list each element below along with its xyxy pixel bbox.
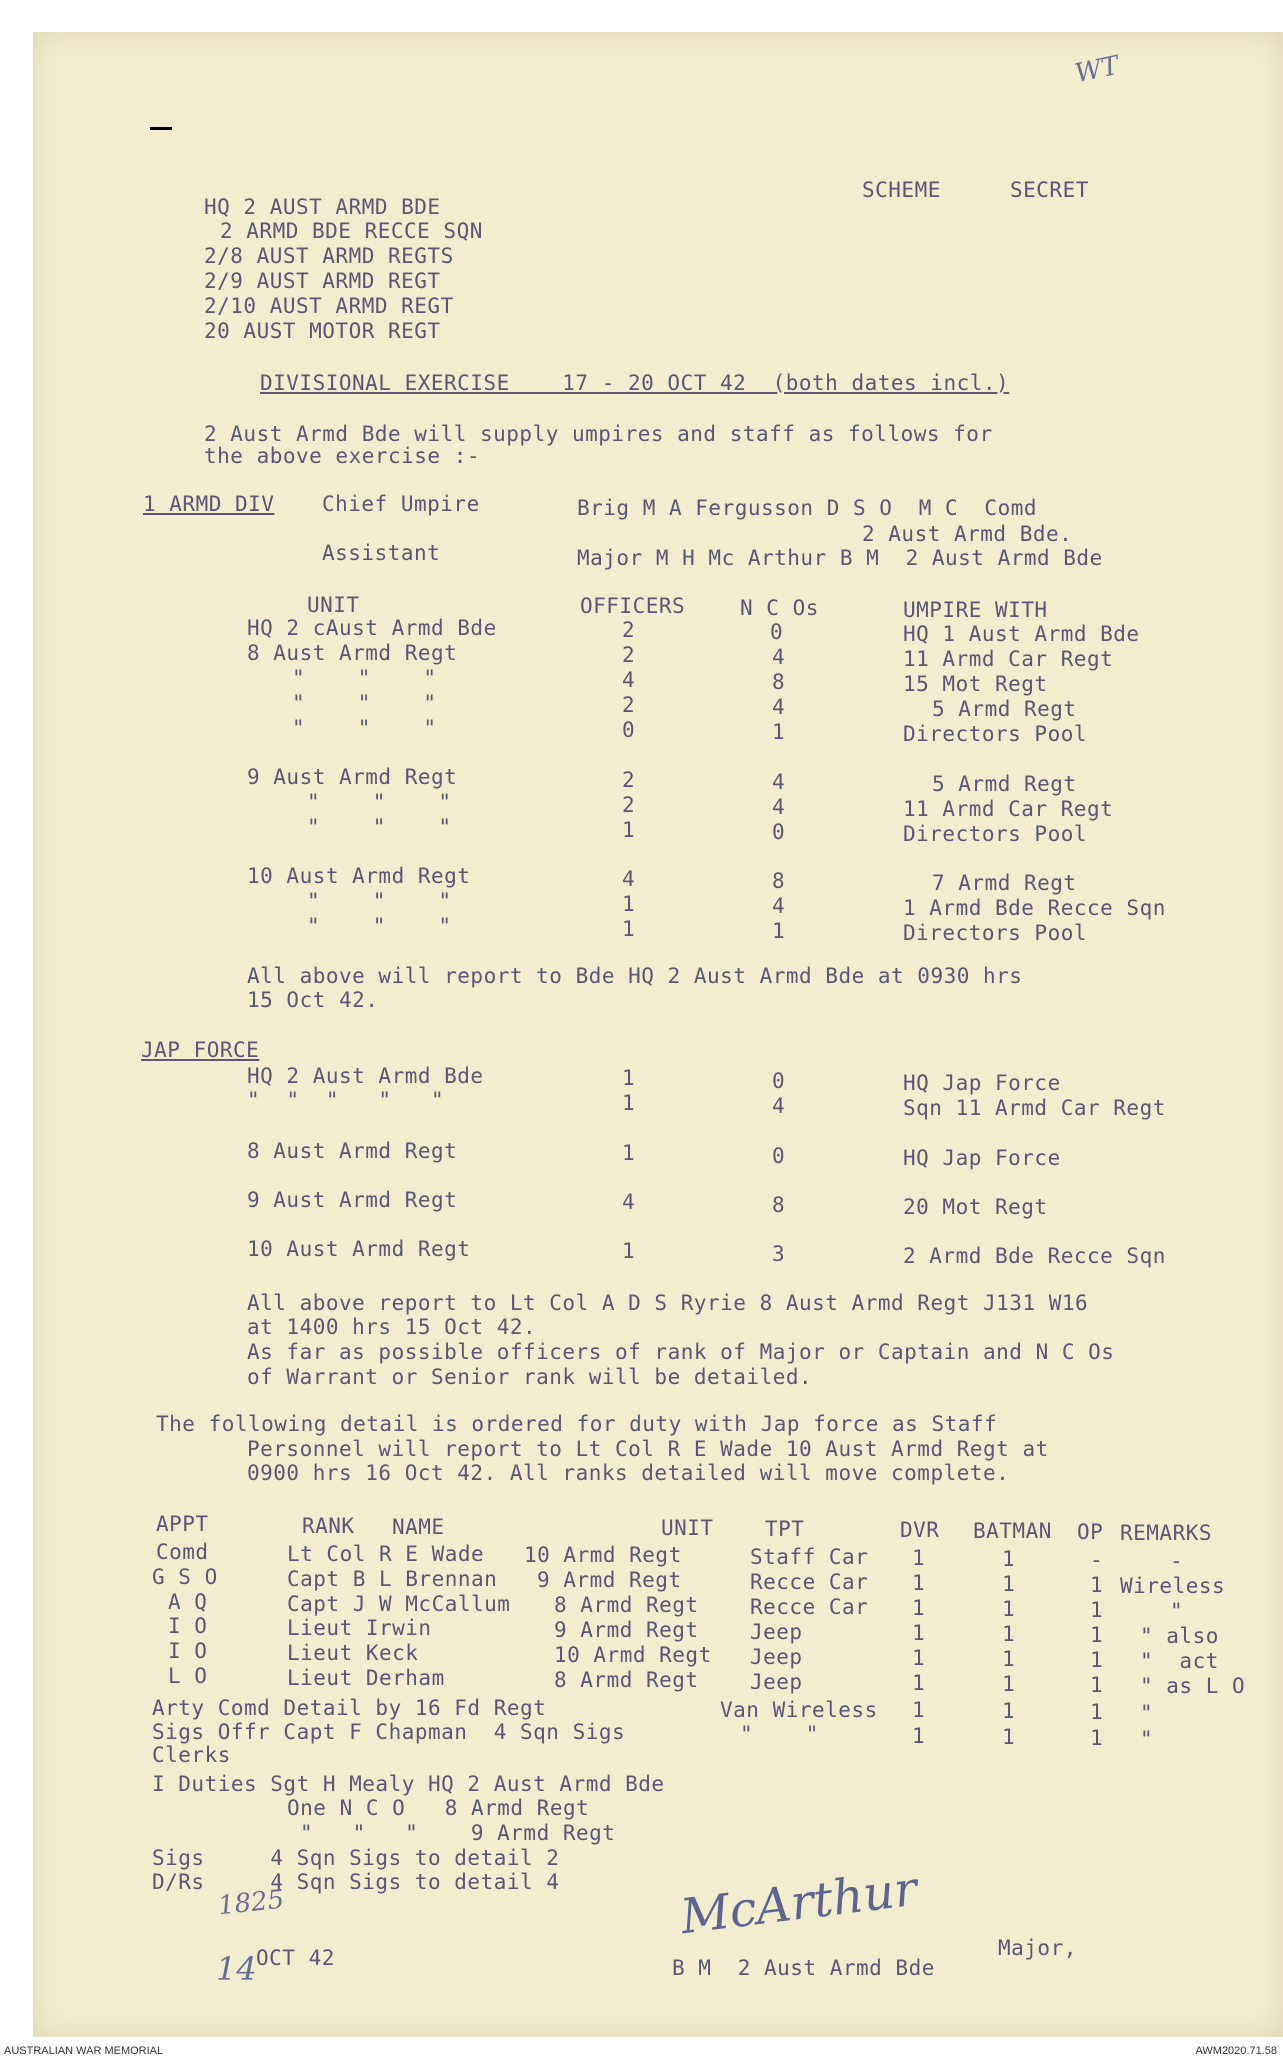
arty-batman: 1 (1002, 1699, 1016, 1723)
staff-rank-name: Capt J W McCallum (287, 1592, 511, 1616)
staff-intro: The following detail is ordered for duty with Jap force as Staff (156, 1412, 998, 1436)
i-duties: I Duties Sgt H Mealy HQ 2 Aust Armd Bde (152, 1772, 665, 1796)
col-umpire-with: UMPIRE WITH (903, 598, 1048, 622)
armd-div-heading: 1 ARMD DIV (143, 492, 275, 516)
punch-mark (150, 127, 172, 130)
row-officers: 1 (622, 818, 636, 842)
row-ncos: 0 (772, 820, 786, 844)
addressee: 2/10 AUST ARMD REGT (204, 294, 454, 318)
signatory-appointment: B M 2 Aust Armd Bde (672, 1956, 935, 1980)
handwritten-time: 1825 (216, 1884, 286, 1922)
staff-batman: 1 (1002, 1572, 1016, 1596)
staff-tpt: Jeep (750, 1620, 803, 1644)
i-duties: One N C O 8 Armd Regt (287, 1796, 590, 1820)
staff-dvr: 1 (912, 1671, 926, 1695)
jap-force-note: As far as possible officers of rank of Major or Captain and N C Os (247, 1340, 1115, 1364)
staff-batman: 1 (1002, 1597, 1016, 1621)
staff-dvr: 1 (912, 1596, 926, 1620)
row-ncos: 4 (772, 795, 786, 819)
row-ncos: 4 (772, 645, 786, 669)
col-name: NAME (392, 1515, 445, 1539)
col-appt: APPT (156, 1512, 209, 1536)
staff-appt: Comd (156, 1540, 209, 1564)
intro-line: the above exercise :- (204, 444, 481, 468)
row-officers: 2 (622, 618, 636, 642)
jap-row-unit: 10 Aust Armd Regt (247, 1237, 471, 1261)
jap-force-note: All above report to Lt Col A D S Ryrie 8 Aust Armd Regt J131 W16 (247, 1291, 1089, 1315)
col-unit: UNIT (661, 1516, 714, 1540)
i-duties: " " " 9 Armd Regt (300, 1821, 616, 1845)
addressee: 2/8 AUST ARMD REGTS (204, 244, 454, 268)
jap-row-unit: " " " " " (247, 1088, 445, 1112)
row-ncos: 4 (772, 770, 786, 794)
jap-row-ncos: 0 (772, 1144, 786, 1168)
jap-row-umpire-with: HQ Jap Force (903, 1071, 1061, 1095)
row-unit: HQ 2 cAust Armd Bde (247, 616, 497, 640)
jap-row-unit: 9 Aust Armd Regt (247, 1188, 458, 1212)
staff-remarks: " as L O (1140, 1674, 1246, 1698)
armd-div-note: 15 Oct 42. (247, 988, 379, 1012)
row-umpire-with: 15 Mot Regt (903, 672, 1048, 696)
jap-row-officers: 4 (622, 1190, 636, 1214)
addressee: 2/9 AUST ARMD REGT (204, 269, 441, 293)
row-ncos: 4 (772, 695, 786, 719)
row-unit: " " " (307, 815, 452, 839)
chief-umpire: Brig M A Fergusson D S O M C Comd (577, 496, 1038, 520)
row-unit: " " " (307, 790, 452, 814)
jap-row-officers: 1 (622, 1091, 636, 1115)
staff-remarks: " also (1140, 1624, 1219, 1648)
col-unit: UNIT (307, 593, 360, 617)
row-ncos: 0 (770, 620, 784, 644)
arty-remarks: " (1140, 1701, 1154, 1725)
staff-dvr: 1 (912, 1571, 926, 1595)
armd-div-note: All above will report to Bde HQ 2 Aust Armd Bde at 0930 hrs (247, 964, 1023, 988)
staff-rank-name: Lieut Keck (287, 1641, 419, 1665)
staff-rank-name: Lt Col R E Wade (287, 1542, 485, 1566)
row-unit: " " " (307, 889, 452, 913)
staff-appt: G S O (152, 1565, 218, 1589)
staff-op: 1 (1090, 1648, 1104, 1672)
row-unit: " " " (292, 666, 437, 690)
jap-row-ncos: 8 (772, 1193, 786, 1217)
col-batman: BATMAN (973, 1519, 1052, 1543)
staff-unit: 10 Armd Regt (524, 1543, 682, 1567)
row-officers: 0 (622, 718, 636, 742)
staff-rank-name: Capt B L Brennan (287, 1567, 498, 1591)
jap-row-officers: 1 (622, 1066, 636, 1090)
row-umpire-with: Directors Pool (903, 822, 1088, 846)
staff-unit: 9 Armd Regt (537, 1568, 682, 1592)
arty-op: 1 (1090, 1700, 1104, 1724)
staff-remarks: " act (1140, 1649, 1219, 1673)
arty-dvr: 1 (912, 1698, 926, 1722)
scheme-label: SCHEME (862, 178, 941, 202)
corner-initials: WT (1072, 50, 1122, 90)
intro-line: 2 Aust Armd Bde will supply umpires and staff as follows for (204, 422, 993, 446)
sigs-detail: Sigs 4 Sqn Sigs to detail 2 (152, 1846, 560, 1870)
staff-unit: 8 Armd Regt (554, 1668, 699, 1692)
col-officers: OFFICERS (580, 594, 686, 618)
sigs-offr-op: 1 (1090, 1726, 1104, 1750)
row-umpire-with: 11 Armd Car Regt (903, 647, 1114, 671)
jap-row-officers: 1 (622, 1141, 636, 1165)
sigs-offr: Sigs Offr Capt F Chapman 4 Sqn Sigs (152, 1720, 626, 1744)
jap-row-ncos: 4 (772, 1094, 786, 1118)
date-stamp: OCT 42 (256, 1946, 335, 1970)
col-rank: RANK (302, 1514, 355, 1538)
jap-row-umpire-with: 20 Mot Regt (903, 1195, 1048, 1219)
assistant-umpire: Major M H Mc Arthur B M 2 Aust Armd Bde (577, 546, 1103, 570)
document-title: DIVISIONAL EXERCISE 17 - 20 OCT 42 (both dates incl.) (260, 371, 1010, 395)
row-ncos: 8 (772, 869, 786, 893)
jap-force-heading: JAP FORCE (141, 1038, 260, 1062)
staff-op: 1 (1090, 1573, 1104, 1597)
archive-left: AUSTRALIAN WAR MEMORIAL (4, 2045, 164, 2057)
arty-tpt: Van Wireless (720, 1698, 878, 1722)
addressee: 2 ARMD BDE RECCE SQN (220, 219, 483, 243)
staff-op: 1 (1090, 1623, 1104, 1647)
row-officers: 2 (622, 693, 636, 717)
row-unit: 9 Aust Armd Regt (247, 765, 458, 789)
staff-op: 1 (1090, 1673, 1104, 1697)
archive-right: AWM2020.71.58 (1195, 2045, 1277, 2057)
sigs-offr-batman: 1 (1002, 1725, 1016, 1749)
staff-unit: 9 Armd Regt (554, 1618, 699, 1642)
staff-tpt: Recce Car (750, 1570, 869, 1594)
row-umpire-with: HQ 1 Aust Armd Bde (903, 622, 1140, 646)
chief-umpire-unit: 2 Aust Armd Bde. (862, 522, 1073, 546)
jap-row-unit: 8 Aust Armd Regt (247, 1139, 458, 1163)
sigs-offr-tpt: " " (740, 1722, 819, 1746)
col-ncos: N C Os (740, 596, 819, 620)
sigs-offr-dvr: 1 (912, 1724, 926, 1748)
staff-intro: Personnel will report to Lt Col R E Wade 10 Aust Armd Regt at (247, 1437, 1049, 1461)
col-op: OP (1077, 1520, 1104, 1544)
row-officers: 4 (622, 668, 636, 692)
row-unit: 10 Aust Armd Regt (247, 864, 471, 888)
row-unit: " " " (292, 691, 437, 715)
row-unit: 8 Aust Armd Regt (247, 641, 458, 665)
row-officers: 2 (622, 768, 636, 792)
staff-unit: 8 Armd Regt (554, 1593, 699, 1617)
clerks-label: Clerks (152, 1743, 231, 1767)
drs-detail: D/Rs 4 Sqn Sigs to detail 4 (152, 1870, 560, 1894)
row-umpire-with: 5 Armd Regt (932, 772, 1077, 796)
staff-intro: 0900 hrs 16 Oct 42. All ranks detailed will move complete. (247, 1461, 1010, 1485)
col-dvr: DVR (900, 1518, 940, 1542)
jap-row-umpire-with: 2 Armd Bde Recce Sqn (903, 1244, 1166, 1268)
staff-dvr: 1 (912, 1621, 926, 1645)
addressee: HQ 2 AUST ARMD BDE (204, 195, 441, 219)
row-unit: " " " (307, 914, 452, 938)
row-officers: 2 (622, 643, 636, 667)
arty-comd: Arty Comd Detail by 16 Fd Regt (152, 1696, 547, 1720)
addressee: 20 AUST MOTOR REGT (204, 319, 441, 343)
staff-appt: I O (168, 1614, 208, 1638)
row-ncos: 1 (772, 720, 786, 744)
staff-appt: A Q (168, 1590, 208, 1614)
staff-batman: 1 (1002, 1647, 1016, 1671)
col-tpt: TPT (765, 1517, 805, 1541)
staff-op: 1 (1090, 1598, 1104, 1622)
staff-op: - (1090, 1548, 1104, 1572)
row-umpire-with: 7 Armd Regt (932, 871, 1077, 895)
staff-remarks: Wireless (1120, 1574, 1226, 1598)
staff-tpt: Recce Car (750, 1595, 869, 1619)
chief-umpire-label: Chief Umpire (322, 492, 480, 516)
row-ncos: 8 (772, 670, 786, 694)
row-officers: 4 (622, 867, 636, 891)
jap-row-officers: 1 (622, 1239, 636, 1263)
col-remarks: REMARKS (1120, 1521, 1213, 1545)
jap-row-ncos: 0 (772, 1069, 786, 1093)
row-umpire-with: 5 Armd Regt (932, 697, 1077, 721)
secret-label: SECRET (1010, 178, 1089, 202)
row-officers: 1 (622, 892, 636, 916)
signatory-rank: Major, (998, 1936, 1077, 1960)
row-officers: 1 (622, 917, 636, 941)
staff-unit: 10 Armd Regt (554, 1643, 712, 1667)
staff-appt: I O (168, 1639, 208, 1663)
handwritten-date-day: 14 (216, 1950, 257, 1988)
signature: McArthur (677, 1860, 921, 1946)
staff-tpt: Staff Car (750, 1545, 869, 1569)
staff-rank-name: Lieut Derham (287, 1666, 445, 1690)
jap-row-umpire-with: HQ Jap Force (903, 1146, 1061, 1170)
assistant-label: Assistant (322, 541, 441, 565)
staff-appt: L O (168, 1664, 208, 1688)
staff-rank-name: Lieut Irwin (287, 1616, 432, 1640)
jap-force-note: of Warrant or Senior rank will be detailed. (247, 1365, 813, 1389)
jap-force-note: at 1400 hrs 15 Oct 42. (247, 1315, 537, 1339)
row-umpire-with: Directors Pool (903, 722, 1088, 746)
row-umpire-with: 1 Armd Bde Recce Sqn (903, 896, 1166, 920)
staff-tpt: Jeep (750, 1670, 803, 1694)
staff-batman: 1 (1002, 1622, 1016, 1646)
row-umpire-with: 11 Armd Car Regt (903, 797, 1114, 821)
staff-batman: 1 (1002, 1672, 1016, 1696)
staff-remarks: " (1170, 1599, 1184, 1623)
row-officers: 2 (622, 793, 636, 817)
sigs-offr-remarks: " (1140, 1727, 1154, 1751)
staff-dvr: 1 (912, 1546, 926, 1570)
jap-row-umpire-with: Sqn 11 Armd Car Regt (903, 1096, 1166, 1120)
staff-tpt: Jeep (750, 1645, 803, 1669)
jap-row-unit: HQ 2 Aust Armd Bde (247, 1064, 484, 1088)
row-umpire-with: Directors Pool (903, 921, 1088, 945)
row-unit: " " " (292, 716, 437, 740)
staff-remarks: - (1170, 1549, 1184, 1573)
row-ncos: 4 (772, 894, 786, 918)
staff-dvr: 1 (912, 1646, 926, 1670)
staff-batman: 1 (1002, 1547, 1016, 1571)
row-ncos: 1 (772, 919, 786, 943)
jap-row-ncos: 3 (772, 1242, 786, 1266)
